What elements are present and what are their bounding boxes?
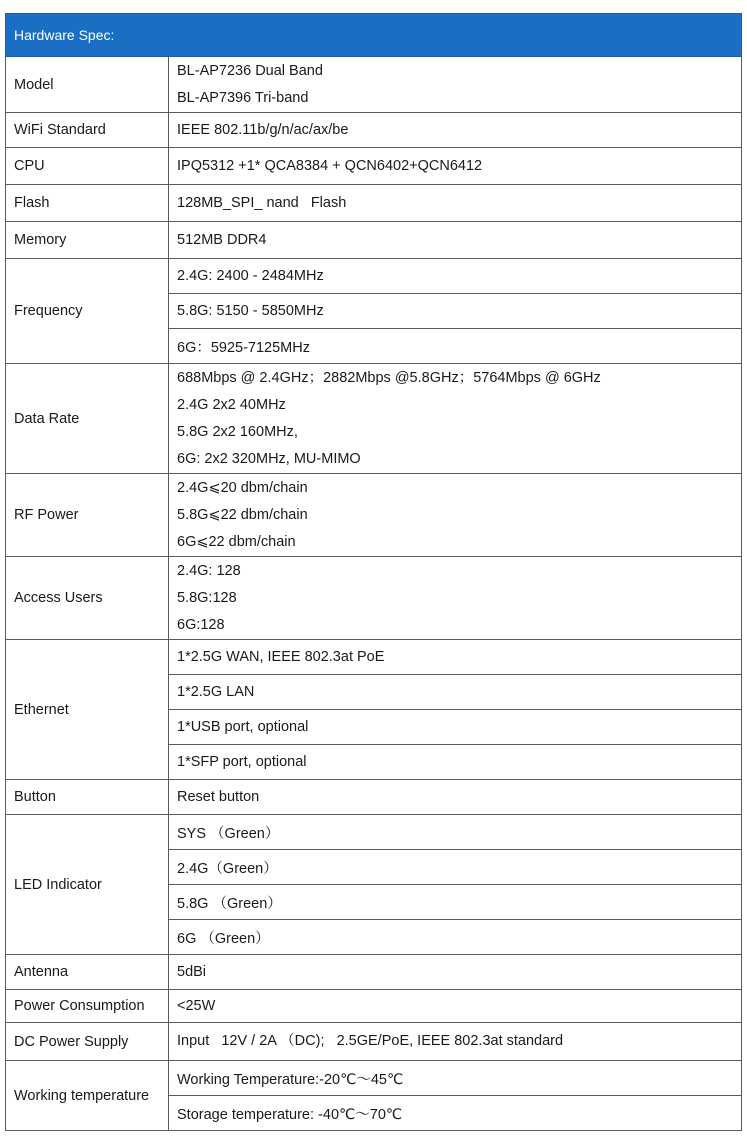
spec-table-body bbox=[6, 14, 742, 1131]
spec-value-access-users bbox=[169, 557, 742, 640]
spec-label-led-indicator: LED Indicator bbox=[6, 815, 169, 955]
spec-value-line: 6G:128 bbox=[177, 616, 225, 633]
spec-label-access-users: Access Users bbox=[6, 557, 169, 640]
spec-value-line: IPQ5312 +1* QCA8384 + QCN6402+QCN6412 bbox=[177, 157, 483, 174]
spec-value-working-temperature: Working Temperature:-20℃～45℃ bbox=[169, 1061, 742, 1096]
hardware-spec-table bbox=[5, 13, 742, 1131]
spec-row-button bbox=[6, 780, 742, 815]
spec-value-line: 6G: 2x2 320MHz, MU-MIMO bbox=[177, 450, 361, 467]
spec-value-line: Reset button bbox=[177, 788, 260, 805]
spec-value-led-indicator: 2.4G（Green） bbox=[169, 850, 742, 885]
spec-value-ethernet: 1*USB port, optional bbox=[169, 710, 742, 745]
spec-value-frequency: 5.8G: 5150 - 5850MHz bbox=[169, 294, 742, 329]
spec-label-ethernet: Ethernet bbox=[6, 640, 169, 780]
spec-value-line: 128MB_SPI_ nand Flash bbox=[177, 194, 347, 211]
spec-value-button bbox=[169, 780, 742, 815]
spec-row-led-indicator bbox=[6, 815, 742, 850]
spec-value-frequency: 6G：5925-7125MHz bbox=[169, 329, 742, 364]
spec-row-working-temperature bbox=[6, 1061, 742, 1096]
spec-value-line: Input 12V / 2A （DC); 2.5GE/PoE, IEEE 802.3at standard bbox=[177, 1033, 564, 1049]
table-header: Hardware Spec: bbox=[6, 14, 742, 57]
spec-value-line: 688Mbps @ 2.4GHz；2882Mbps @5.8GHz；5764Mbps @ 6GHz bbox=[177, 369, 601, 386]
spec-label-data-rate: Data Rate bbox=[6, 364, 169, 474]
spec-label-dc-power-supply: DC Power Supply bbox=[6, 1023, 169, 1061]
spec-value-ethernet: 1*2.5G WAN, IEEE 802.3at PoE bbox=[169, 640, 742, 675]
table-header-row bbox=[6, 14, 742, 57]
spec-row-dc-power-supply bbox=[6, 1023, 742, 1061]
spec-value-ethernet: 1*SFP port, optional bbox=[169, 745, 742, 780]
spec-row-flash bbox=[6, 185, 742, 222]
spec-value-line: 5.8G 2x2 160MHz, bbox=[177, 423, 298, 440]
spec-value-frequency: 2.4G: 2400 - 2484MHz bbox=[169, 259, 742, 294]
spec-value-rf-power bbox=[169, 474, 742, 557]
spec-label-power-consumption: Power Consumption bbox=[6, 990, 169, 1023]
spec-row-antenna bbox=[6, 955, 742, 990]
spec-label-antenna: Antenna bbox=[6, 955, 169, 990]
spec-value-working-temperature: Storage temperature: -40℃～70℃ bbox=[169, 1096, 742, 1131]
spec-value-line: 2.4G 2x2 40MHz bbox=[177, 396, 286, 413]
spec-label-flash: Flash bbox=[6, 185, 169, 222]
spec-value-ethernet: 1*2.5G LAN bbox=[169, 675, 742, 710]
spec-value-power-consumption bbox=[169, 990, 742, 1023]
spec-label-button: Button bbox=[6, 780, 169, 815]
spec-row-model bbox=[6, 57, 742, 113]
spec-value-memory bbox=[169, 222, 742, 259]
spec-row-cpu bbox=[6, 148, 742, 185]
spec-value-dc-power-supply bbox=[169, 1023, 742, 1061]
spec-row-ethernet bbox=[6, 640, 742, 675]
spec-label-rf-power: RF Power bbox=[6, 474, 169, 557]
spec-value-line: IEEE 802.11b/g/n/ac/ax/be bbox=[177, 121, 349, 138]
spec-row-memory bbox=[6, 222, 742, 259]
spec-row-access-users bbox=[6, 557, 742, 640]
spec-value-wifi-standard bbox=[169, 113, 742, 148]
spec-label-cpu: CPU bbox=[6, 148, 169, 185]
spec-value-line: 5dBi bbox=[177, 963, 207, 980]
spec-value-flash bbox=[169, 185, 742, 222]
spec-value-led-indicator: SYS （Green） bbox=[169, 815, 742, 850]
spec-value-line: 512MB DDR4 bbox=[177, 231, 267, 248]
spec-value-model bbox=[169, 57, 742, 113]
spec-value-led-indicator: 5.8G （Green） bbox=[169, 885, 742, 920]
spec-value-antenna bbox=[169, 955, 742, 990]
spec-label-model: Model bbox=[6, 57, 169, 113]
spec-row-wifi-standard bbox=[6, 113, 742, 148]
spec-value-line: 5.8G:128 bbox=[177, 589, 237, 606]
spec-row-frequency bbox=[6, 259, 742, 294]
spec-value-line: <25W bbox=[177, 997, 216, 1014]
spec-row-power-consumption bbox=[6, 990, 742, 1023]
spec-value-line: 2.4G: 128 bbox=[177, 562, 241, 579]
spec-value-data-rate bbox=[169, 364, 742, 474]
spec-value-line: BL-AP7396 Tri-band bbox=[177, 89, 309, 106]
spec-label-working-temperature: Working temperature bbox=[6, 1061, 169, 1131]
spec-label-memory: Memory bbox=[6, 222, 169, 259]
spec-value-line: BL-AP7236 Dual Band bbox=[177, 62, 323, 79]
spec-value-line: 6G⩽22 dbm/chain bbox=[177, 533, 296, 550]
spec-label-wifi-standard: WiFi Standard bbox=[6, 113, 169, 148]
spec-value-cpu bbox=[169, 148, 742, 185]
spec-row-data-rate bbox=[6, 364, 742, 474]
spec-value-led-indicator: 6G （Green） bbox=[169, 920, 742, 955]
spec-row-rf-power bbox=[6, 474, 742, 557]
spec-value-line: 2.4G⩽20 dbm/chain bbox=[177, 479, 308, 496]
spec-label-frequency: Frequency bbox=[6, 259, 169, 364]
spec-value-line: 5.8G⩽22 dbm/chain bbox=[177, 506, 308, 523]
